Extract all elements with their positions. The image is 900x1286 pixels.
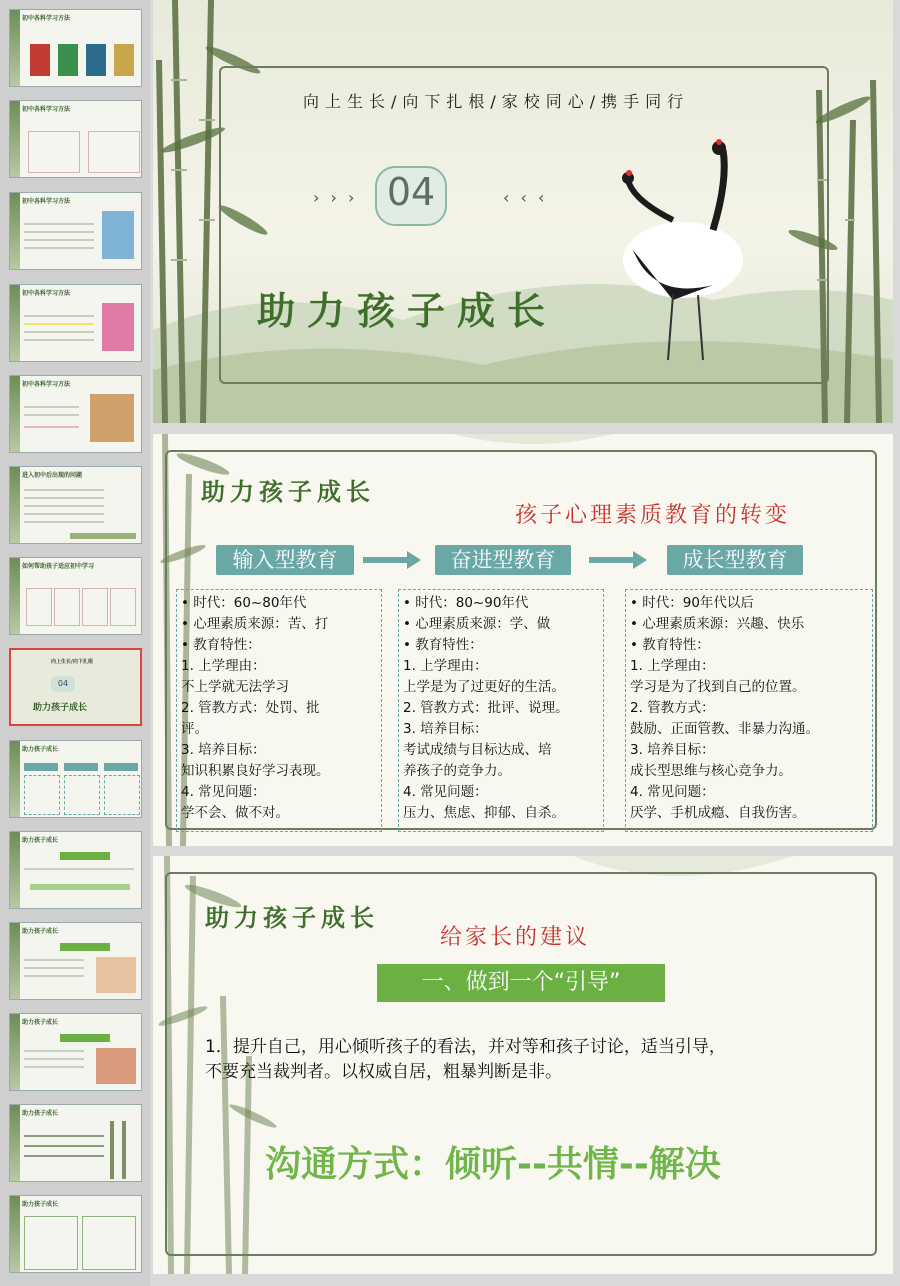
arrow-right-icon xyxy=(363,551,421,569)
slide-thumbnail-14[interactable]: 助力孩子成长 xyxy=(9,1195,142,1273)
slide-frame xyxy=(219,66,829,384)
slide-parent-advice[interactable] xyxy=(153,856,893,1274)
slide-thumbnail-4[interactable]: 初中各科学习方法 xyxy=(9,284,142,362)
slide-header: 助力孩子成长 xyxy=(205,903,379,932)
slide-thumbnail-12[interactable]: 助力孩子成长 xyxy=(9,1013,142,1091)
slide-thumbnail-3[interactable]: 初中各科学习方法 xyxy=(9,192,142,270)
slide-thumbnail-11[interactable]: 助力孩子成长 xyxy=(9,922,142,1000)
left-chevrons: › › › xyxy=(313,188,358,207)
slide-thumbnail-7[interactable]: 如何帮助孩子适应初中学习 xyxy=(9,557,142,635)
slide-thumbnail-panel xyxy=(0,0,150,1286)
slide-title: 助力孩子成长 xyxy=(257,288,558,333)
slide-thumbnail-2[interactable]: 初中各科学习方法 xyxy=(9,100,142,178)
slide-header: 助力孩子成长 xyxy=(201,477,375,506)
slide-thumbnail-9[interactable]: 助力孩子成长 xyxy=(9,740,142,818)
motto-text: 向上生长/向下扎根/家校同心/携手同行 xyxy=(303,92,690,111)
slide-thumbnail-1[interactable]: 初中各科学习方法 xyxy=(9,9,142,87)
stage-striving-education: 奋进型教育 xyxy=(435,545,571,575)
stage-growth-education: 成长型教育 xyxy=(667,545,803,575)
right-chevrons: ‹ ‹ ‹ xyxy=(503,188,548,207)
advice-banner: 一、做到一个“引导” xyxy=(377,964,665,1002)
column-striving-education: • 时代：80~90年代 • 心理素质来源：学、做 • 教育特性： 1. 上学理由： 上学是为了过更好的生活。 2. 管教方式：批评、说理。 3. 培养目标： 考试成绩与目标达成、培 养孩子的竞争力。 4. 常见问题： 压力、焦虑、抑郁、自杀。 xyxy=(398,589,604,832)
slide-thumbnail-13[interactable]: 助力孩子成长 xyxy=(9,1104,142,1182)
slide-subtitle: 给家长的建议 xyxy=(440,925,591,950)
arrow-right-icon xyxy=(589,551,647,569)
communication-method: 沟通方式：倾听--共情--解决 xyxy=(265,1144,721,1185)
slide-thumbnail-8[interactable]: 向上生长/向下扎根 04 助力孩子成长 xyxy=(9,648,142,726)
slide-psychology-education[interactable] xyxy=(153,434,893,846)
advice-body-line-2: 不要充当裁判者。以权威自居，粗暴判断是非。 xyxy=(205,1062,562,1082)
section-number: 04 xyxy=(386,170,436,214)
slide-thumbnail-5[interactable]: 初中各科学习方法 xyxy=(9,375,142,453)
slide-section-04[interactable] xyxy=(153,0,893,423)
column-growth-education: • 时代：90年代以后 • 心理素质来源：兴趣、快乐 • 教育特性： 1. 上学理由： 学习是为了找到自己的位置。 2. 管教方式： 鼓励、正面管教、非暴力沟通。 3. 培养目标： 成长型思维与核心竞争力。 4. 常见问题： 厌学、手机成瘾、自我伤害。 xyxy=(625,589,873,832)
advice-body-line-1: 1．提升自己，用心倾听孩子的看法，并对等和孩子讨论，适当引导， xyxy=(205,1037,726,1057)
slide-thumbnail-10[interactable]: 助力孩子成长 xyxy=(9,831,142,909)
column-input-education: • 时代：60~80年代 • 心理素质来源：苦、打 • 教育特性： 1. 上学理由： 不上学就无法学习 2. 管教方式：处罚、批 评。 3. 培养目标： 知识积累良好学习表现。 4. 常见问题： 学不会、做不对。 xyxy=(176,589,382,832)
slide-thumbnail-6[interactable]: 进入初中后出现的问题 xyxy=(9,466,142,544)
slide-subtitle: 孩子心理素质教育的转变 xyxy=(515,503,791,528)
stage-input-education: 输入型教育 xyxy=(216,545,354,575)
